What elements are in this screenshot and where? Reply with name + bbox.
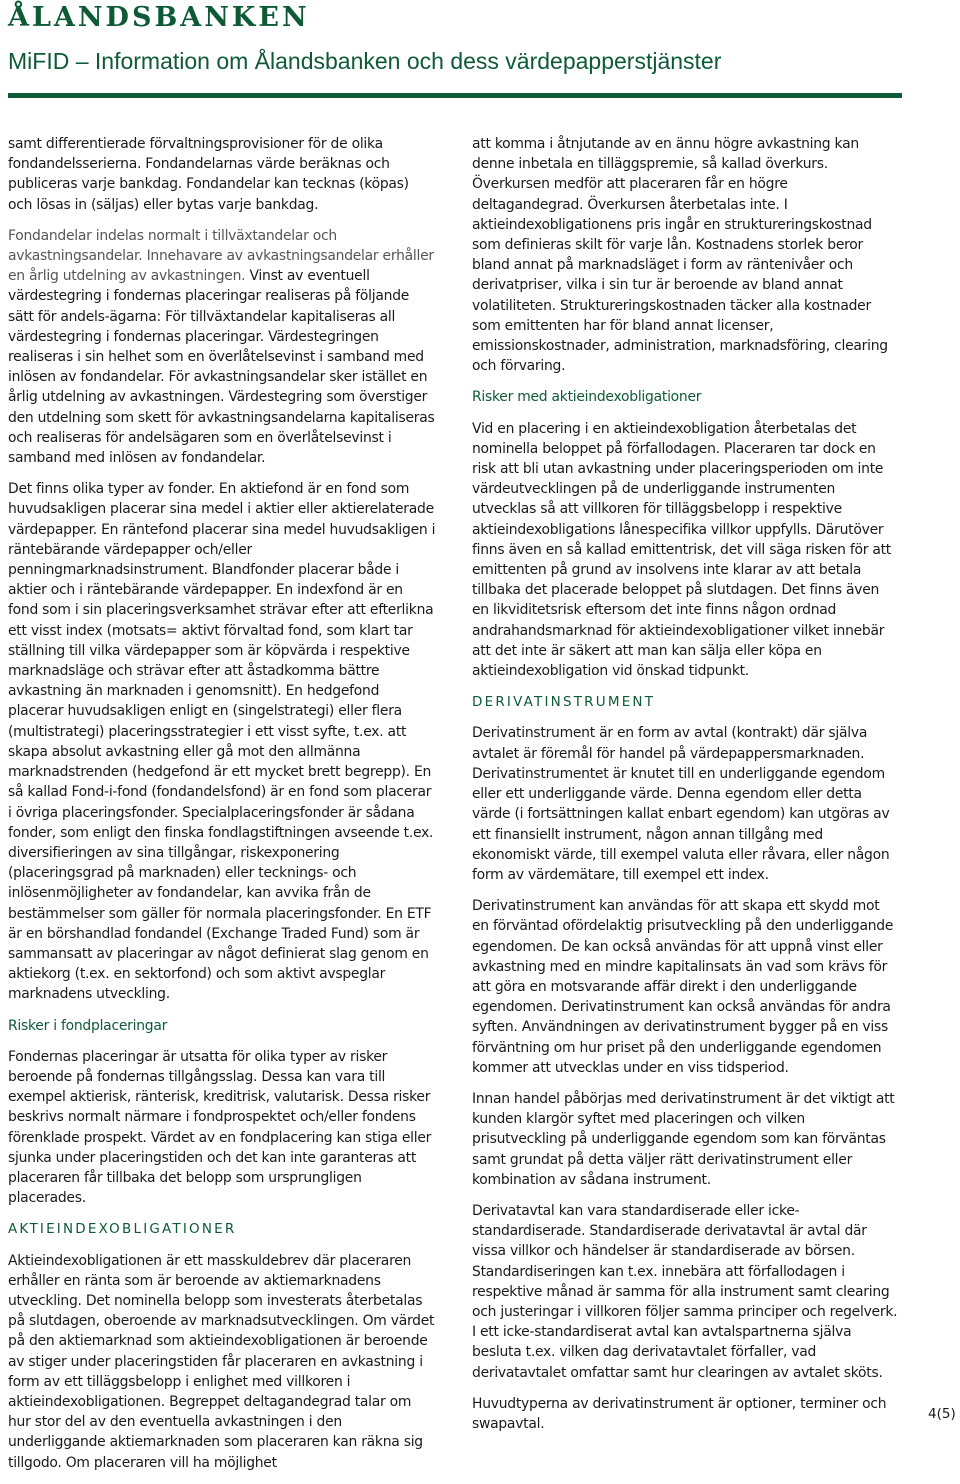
document-title: MiFID – Information om Ålandsbanken och dess värdepapperstjänster [8, 48, 722, 74]
paragraph: Det finns olika typer av fonder. En aktiefond är en fond som huvudsakligen placerar sina medel i aktier eller aktierelaterade värdepapper. En räntefond placerar sina medel huvudsakligen i räntebärande värdepapper och/eller penningmarknadsinstrument. Blandfonder placerar både i aktier och i räntebärande värdepapper. En indexfond är en fond som i sin placeringsverksamhet strävar efter att efterlikna ett visst index (motsats= aktivt förvaltad fond, som klart tar ställning till vilka värdepapper som är köpvärda i respektive marknadsläge och strävar efter att åstadkomma bättre avkastning än marknaden i genomsnitt). En hedgefond placerar huvudsakligen enligt en (singelstrategi) eller flera (multistrategi) placeringsstrategier i ett visst syfte, t.ex. att skapa absolut avkastning eller gå mot den allmänna marknadstrenden (hedgefond är ett mycket brett begrepp). En så kallad Fond-i-fond (fondandelsfond) är en fond som placerar i övriga placeringsfonder. Specialplaceringsfonder är sådana fonder, som enligt den finska fondlagstiftningen avseende t.ex. diversifieringen av sina tillgångar, riskexponering (placeringsgrad på marknaden) eller tecknings- och inlösenmöjligheter av fondandelar, kan avvika från de bestämmelser som gäller för normala placeringsfonder. En ETF är en börshandlad fondandel (Exchange Traded Fund) som är sammansatt av placeringar av något definierat slag genom en aktiekorg (t.ex. en sektorfond) och som aktivt avspeglar marknadens utveckling. [8, 481, 436, 1003]
bank-logo: ÅLANDSBANKEN [8, 2, 310, 33]
left-column [8, 134, 436, 1484]
right-column [472, 134, 900, 1445]
page-number: 4(5) [928, 1406, 956, 1422]
section-heading: AKTIEINDEXOBLIGATIONER [8, 1221, 237, 1238]
paragraph: Aktieindexobligationen är ett masskuldebrev där placeraren erhåller en ränta som är beroende av aktiemarknadens utveckling. Det nominella belopp som investerats återbetalas på slutdagen, oberoende av marknadsutvecklingen. Om värdet på den aktiemarknad som aktieindexobligationen är beroende av stiger under placeringstiden får placeraren en avkastning i form av ett tilläggsbelopp i enlighet med villkoren i aktieindexobligationen. Begreppet deltagandegrad talar om hur stor del av den eventuella avkastningen i den underliggande aktiemarknaden som placeraren kan räkna sig tillgodo. Om placeraren vill ha möjlighet [8, 1252, 435, 1471]
section-heading: DERIVATINSTRUMENT [472, 694, 656, 711]
paragraph: Innan handel påbörjas med derivatinstrument är det viktigt att kunden klargör syftet med placeringen och vilken prisutveckling på underliggande egendom som kan förväntas samt grundat på detta väljer rätt derivatinstrument eller kombination av sådana instrument. [472, 1090, 895, 1188]
paragraph [8, 226, 436, 468]
paragraph: Derivatinstrument kan användas för att skapa ett skydd mot en förväntad ofördelaktig prisutveckling på den underliggande egendomen. De kan också användas för att uppnå vinst eller avkastning med en mindre kapitalinsats än vad som krävs för att göra en motsvarande affär direkt i den underliggande egendomen. Derivatinstrument kan också användas för andra syften. Användningen av derivatinstrument bygger på en viss förväntning om hur priset på den underliggande egendomen kommer att utvecklas under en viss tidsperiod. [472, 898, 894, 1076]
paragraph: att komma i åtnjutande av en ännu högre avkastning kan denne inbetala en tilläggspremie, så kallad överkurs. Överkursen medför att placeraren får en högre deltagandegrad. Överkursen återbetalas inte. I aktieindexobligationens pris ingår en struktureringskostnad som definieras skilt för varje lån. Kostnadens storlek beror bland annat på marknadsläget i form av räntenivåer och derivatpriser, vilka i sin tur är beroende av bland annat volatiliteten. Struktureringskostnaden täcker alla kostnader som emittenten har för bland annat licenser, emissionskostnader, administration, marknadsföring, clearing och förvaring. [472, 136, 888, 375]
paragraph: Derivatinstrument är en form av avtal (kontrakt) där själva avtalet är föremål för handel på värdepappersmarknaden. Derivatinstrumentet är knutet till en underliggande egendom eller ett underliggande värde. Denna egendom eller detta värde (i fortsättningen kallat enbart egendom) kan utgöras av ett finansiellt instrument, någon annan tillgång med ekonomiskt värde, till exempel valuta eller råvara, eller någon form av värdemätare, till exempel ett index. [472, 725, 890, 883]
paragraph: samt differentierade förvaltningsprovisioner för de olika fondandelsserierna. Fondandelarnas värde beräknas och publiceras varje bankdag. Fondandelar kan tecknas (köpas) och lösas in (säljas) eller bytas varje bankdag. [8, 136, 409, 213]
section-subheading: Risker med aktieindexobligationer [472, 389, 702, 406]
header-rule [8, 93, 902, 98]
paragraph: Vid en placering i en aktieindexobligation återbetalas det nominella beloppet på förfallodagen. Placeraren tar dock en risk att bli utan avkastning under placeringsperioden om inte värdeutvecklingen på de underliggande instrumenten utvecklas så att villkoren för tilläggsbelopp i respektive aktieindexobligations lånespecifika villkor uppfylls. Därutöver finns även en så kallad emittentrisk, det vill säga risken för att emittenten på grund av insolvens inte klarar av att betala tillbaka det placerade beloppet på slutdagen. Det finns även en likviditetsrisk eftersom det inte finns någon ordnad andrahandsmarknad för aktieindexobligationer vilket innebär att det inte är säkert att man kan sälja eller köpa en aktieindexobligation vid önskad tidpunkt. [472, 420, 891, 680]
paragraph-rest: Vinst av eventuell värdestegring i fondernas placeringar realiseras på följande sätt för andels-ägarna: För tillväxtandelar kapitaliseras all värdestegring i fondernas placeringar. Värdestegringen realiseras i sin helhet som en överlåtelsevinst i samband med inlösen av fondandelar. För avkastningsandelar sker istället en årlig utdelning av avkastningen. Värdestegring som överstiger den utdelning som skett för avkastningsandelarna kapitaliseras och realiseras för andelsägaren som en överlåtelsevinst i samband med inlösen av fondandelar. [8, 268, 435, 467]
paragraph: Fondernas placeringar är utsatta för olika typer av risker beroende på fondernas tillgångsslag. Dessa kan vara till exempel aktierisk, ränterisk, kreditrisk, valutarisk. Dessa risker beskrivs normalt närmare i fondprospektet och/eller fondens förenklade prospekt. Värdet av en fondplacering kan stiga eller sjunka under placeringstiden och det kan inte garanteras att placeraren får tillbaka det belopp som ursprungligen placerades. [8, 1048, 432, 1207]
paragraph: Huvudtyperna av derivatinstrument är optioner, terminer och swapavtal. [472, 1395, 887, 1432]
section-subheading: Risker i fondplaceringar [8, 1017, 168, 1034]
paragraph: Derivatavtal kan vara standardiserade eller icke-standardiserade. Standardiserade derivatavtal är avtal där vissa villkor och händelser är standardiserade av börsen. Standardiseringen kan t.ex. innebära att förfallodagen i respektive månad är samma för alla instrument samt clearing och justeringar i villkoren följer samma principer och regelverk. I ett icke-standardiserat avtal kan avtalspartnerna själva besluta t.ex. vilken dag derivatavtalet förfaller, vad derivatavtalet omfattar samt hur clearingen av avtalet sköts. [472, 1202, 898, 1381]
paragraph-lead: Fondandelar indelas normalt i tillväxtandelar och avkastningsandelar. Innehavare av avkastningsandelar erhåller en årlig utdelning av avkastningen. [8, 227, 434, 285]
